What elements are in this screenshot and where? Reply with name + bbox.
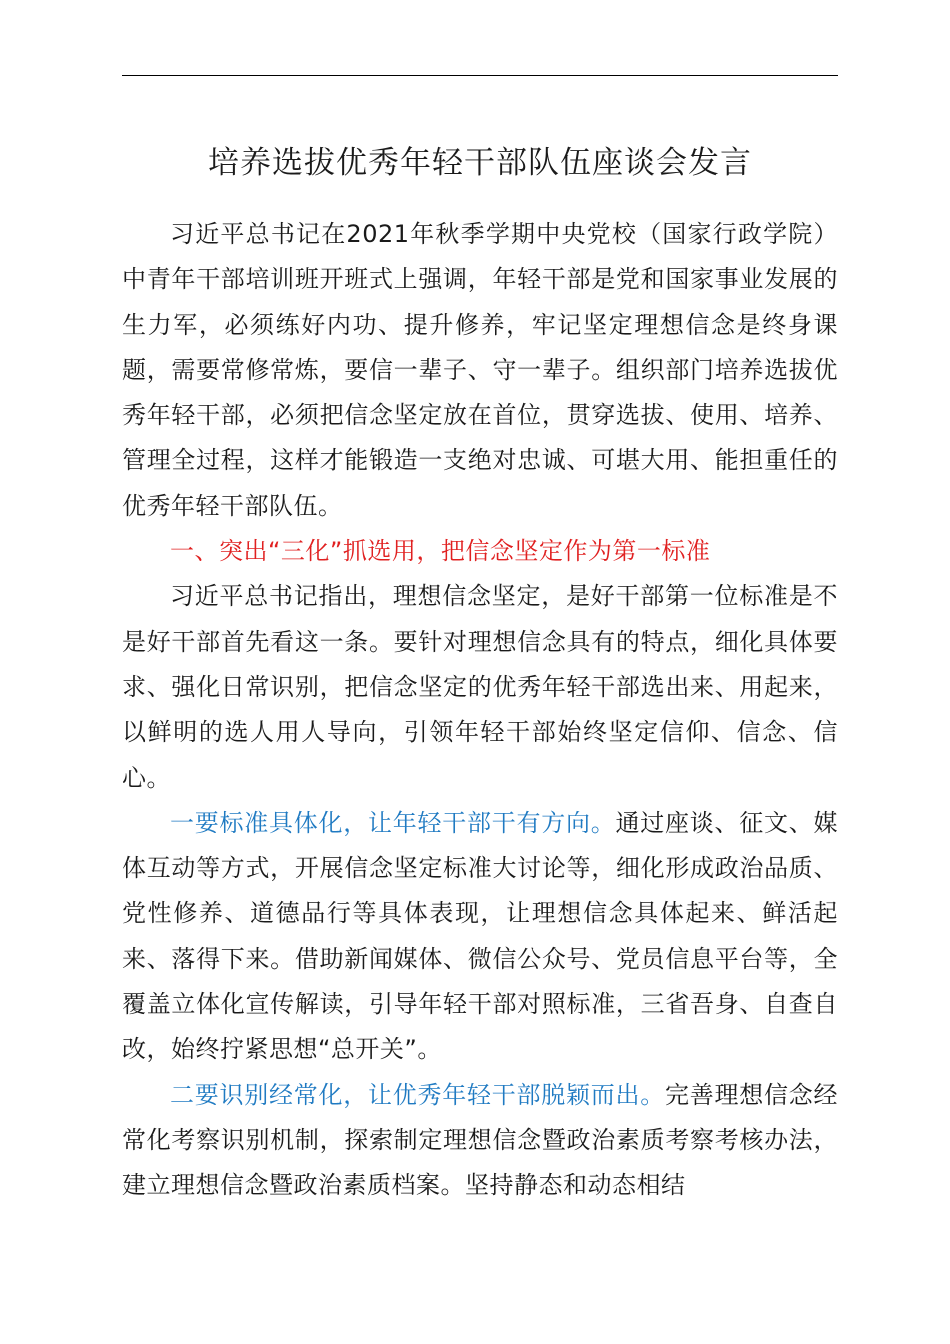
section-heading: 一、突出“三化”抓选用，把信念坚定作为第一标准 [170,537,711,566]
point-one-text: 通过座谈、征文、媒体互动等方式，开展信念坚定标准大讨论等，细化形成政治品质、党性修养、道德品行等具体表现，让理想信念具体起来、鲜活起来、落得下来。借助新闻媒体、微信公众号、党员信息平台等，全覆盖立体化宣传解读，引导年轻干部对照标准，三省吾身、自查自改，始终拧紧思想“总开关”。 [122,808,838,1064]
document-body [122,212,838,1209]
section-paragraph: 习近平总书记指出，理想信念坚定，是好干部第一位标准是不是好干部首先看这一条。要针对理想信念具有的特点，细化具体要求、强化日常识别，把信念坚定的优秀年轻干部选出来、用起来，以鲜明的选人用人导向，引领年轻干部始终坚定信仰、信念、信心。 [122,582,838,792]
page-title: 培养选拔优秀年轻干部队伍座谈会发言 [208,145,752,181]
point-two-lead: 二要识别经常化，让优秀年轻干部脱颖而出。 [170,1080,665,1109]
point-one-lead: 一要标准具体化，让年轻干部干有方向。 [170,808,616,837]
intro-paragraph: 习近平总书记在2021年秋季学期中央党校（国家行政学院）中青年干部培训班开班式上强调，年轻干部是党和国家事业发展的生力军，必须练好内功、提升修养，牢记坚定理想信念是终身课题，需要常修常炼，要信一辈子、守一辈子。组织部门培养选拔优秀年轻干部，必须把信念坚定放在首位，贯穿选拔、使用、培养、管理全过程，这样才能锻造一支绝对忠诚、可堪大用、能担重任的优秀年轻干部队伍。 [122,220,838,520]
point-one-paragraph [122,801,838,1073]
header-rule [122,75,838,76]
point-two-text: 完善理想信念经常化考察识别机制，探索制定理想信念暨政治素质考察考核办法，建立理想信念暨政治素质档案。坚持静态和动态相结 [122,1080,838,1200]
point-two-paragraph [122,1073,838,1209]
